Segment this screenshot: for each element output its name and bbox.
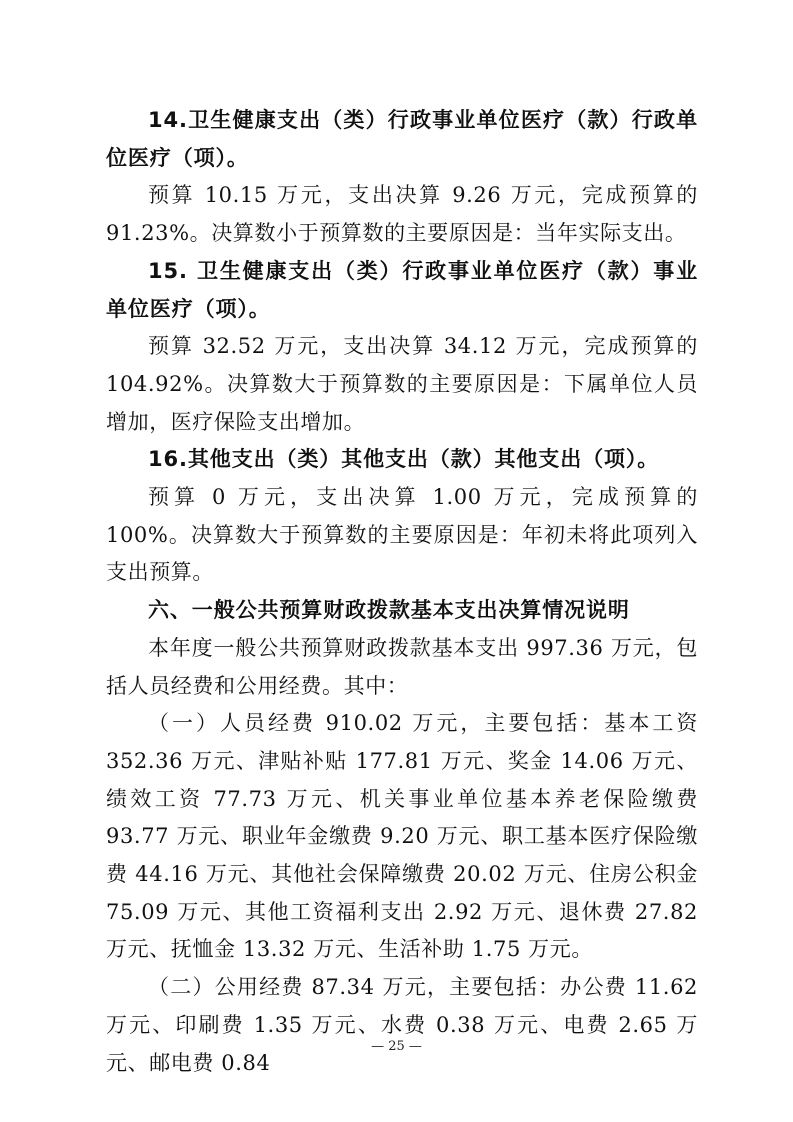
body-paragraph: 预算 32.52 万元，支出决算 34.12 万元，完成预算的 104.92%。决算数大于预算数的主要原因是：下属单位人员增加，医疗保险支出增加。 [106, 334, 698, 434]
body-paragraph: 预算 0 万元，支出决算 1.00 万元，完成预算的 100%。决算数大于预算数的主要原因是：年初未将此项列入支出预算。 [106, 485, 698, 585]
chapter-heading-6: 六、一般公共预算财政拨款基本支出决算情况说明 [148, 598, 630, 623]
public-expense-paragraph: （二）公用经费 87.34 万元，主要包括：办公费 11.62 万元、印刷费 1.35 万元、水费 0.38 万元、电费 2.65 万元、邮电费 0.84 [106, 975, 698, 1075]
document-body [106, 102, 698, 1082]
page-number: — 25 — [371, 1039, 422, 1054]
personnel-expense-paragraph: （一）人员经费 910.02 万元，主要包括：基本工资 352.36 万元、津贴补贴 177.81 万元、奖金 14.06 万元、绩效工资 77.73 万元、机关事业单位基本养老保险缴费 93.77 万元、职业年金缴费 9.20 万元、职工基本医疗保险缴费 44.16 万元、其他社会保障缴费 20.02 万元、住房公积金 75.09 万元、其他工资福利支出 2.92 万元、退休费 27.82 万元、抚恤金 13.32 万元、生活补助 1.75 万元。 [106, 711, 698, 962]
body-paragraph: 预算 10.15 万元，支出决算 9.26 万元，完成预算的 91.23%。决算数小于预算数的主要原因是：当年实际支出。 [106, 183, 698, 246]
body-paragraph: 本年度一般公共预算财政拨款基本支出 997.36 万元，包括人员经费和公用经费。其中： [106, 635, 698, 698]
section-heading-16: 16.其他支出（类）其他支出（款）其他支出（项）。 [148, 447, 660, 472]
section-heading-15: 15. 卫生健康支出（类）行政事业单位医疗（款）事业单位医疗（项）。 [106, 258, 698, 321]
section-heading-14: 14.卫生健康支出（类）行政事业单位医疗（款）行政单位医疗（项）。 [106, 108, 698, 170]
